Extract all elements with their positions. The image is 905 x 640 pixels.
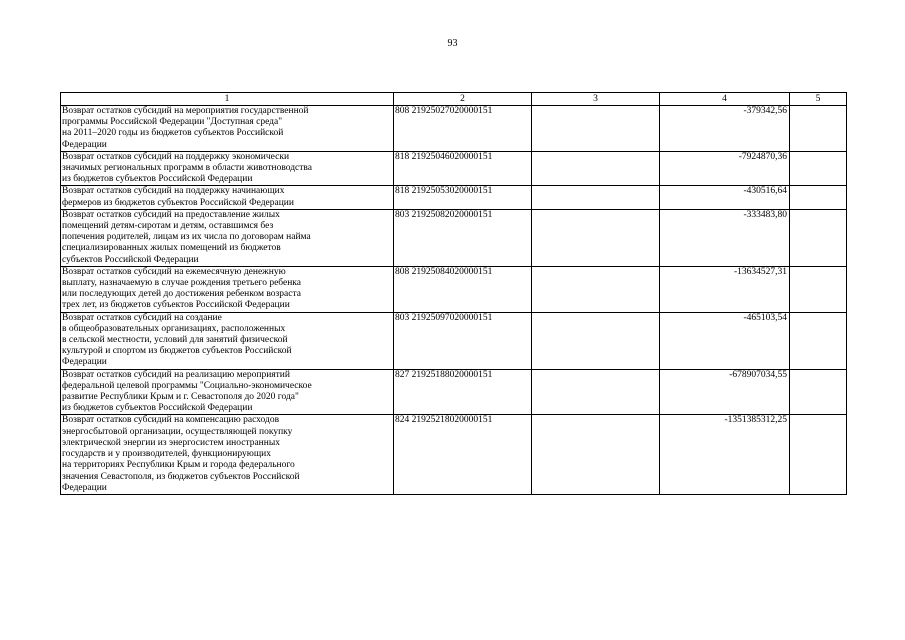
column-5-cell [790, 312, 847, 369]
table-body [61, 106, 847, 495]
item-name-cell: Возврат остатков субсидий на поддержку экономически значимых региональных программ в области животноводства из бюджетов субъектов Российской Федерации [61, 151, 394, 186]
column-3-cell [532, 151, 660, 186]
amount-cell: -430516,64 [660, 186, 790, 209]
table-header-row [61, 93, 847, 106]
column-3-cell [532, 209, 660, 266]
column-5-cell [790, 369, 847, 415]
budget-code-cell: 803 21925097020000151 [394, 312, 532, 369]
page-number: 93 [447, 38, 458, 49]
budget-table [60, 92, 847, 495]
column-3-cell [532, 186, 660, 209]
table-row [61, 369, 847, 415]
budget-code-cell: 818 21925046020000151 [394, 151, 532, 186]
amount-cell: -13634527,31 [660, 266, 790, 312]
table-row [61, 266, 847, 312]
column-header-2: 2 [394, 93, 532, 106]
budget-code-cell: 827 21925188020000151 [394, 369, 532, 415]
budget-code-cell: 808 21925027020000151 [394, 106, 532, 152]
table-row [61, 312, 847, 369]
column-3-cell [532, 415, 660, 494]
column-3-cell [532, 106, 660, 152]
column-header-5: 5 [790, 93, 847, 106]
column-header-1: 1 [61, 93, 394, 106]
amount-cell: -333483,80 [660, 209, 790, 266]
item-name-cell: Возврат остатков субсидий на создание в общеобразовательных организациях, расположенных в сельской местности, условий для занятий физической культурой и спортом из бюджетов субъектов Российской Федерации [61, 312, 394, 369]
column-header-4: 4 [660, 93, 790, 106]
item-name-cell: Возврат остатков субсидий на предоставление жилых помещений детям-сиротам и детям, оставшимся без попечения родителей, лицам из их числа по договорам найма специализированных жилых помещений из бюджетов субъектов Российской Федерации [61, 209, 394, 266]
column-3-cell [532, 369, 660, 415]
amount-cell: -678907034,55 [660, 369, 790, 415]
table-row [61, 106, 847, 152]
column-5-cell [790, 266, 847, 312]
item-name-cell: Возврат остатков субсидий на компенсацию расходов энергосбытовой организации, осуществляющей покупку электрической энергии из энергосистем иностранных государств и у производителей, функционирующих на территориях Республики Крым и города федерального значения Севастополя, из бюджетов субъектов Российской Федерации [61, 415, 394, 494]
item-name-cell: Возврат остатков субсидий на ежемесячную денежную выплату, назначаемую в случае рождения третьего ребенка или последующих детей до достижения ребенком возраста трех лет, из бюджетов субъектов Российской Федерации [61, 266, 394, 312]
budget-code-cell: 824 21925218020000151 [394, 415, 532, 494]
amount-cell: -7924870,36 [660, 151, 790, 186]
column-5-cell [790, 186, 847, 209]
amount-cell: -465103,54 [660, 312, 790, 369]
table-row [61, 186, 847, 209]
item-name-cell: Возврат остатков субсидий на реализацию мероприятий федеральной целевой программы "Социально-экономическое развитие Республики Крым и г. Севастополя до 2020 года" из бюджетов субъектов Российской Федерации [61, 369, 394, 415]
column-3-cell [532, 266, 660, 312]
budget-code-cell: 818 21925053020000151 [394, 186, 532, 209]
amount-cell: -1351385312,25 [660, 415, 790, 494]
table-row [61, 151, 847, 186]
budget-code-cell: 808 21925084020000151 [394, 266, 532, 312]
column-5-cell [790, 151, 847, 186]
column-5-cell [790, 415, 847, 494]
table-row [61, 209, 847, 266]
budget-code-cell: 803 21925082020000151 [394, 209, 532, 266]
amount-cell: -379342,56 [660, 106, 790, 152]
column-header-3: 3 [532, 93, 660, 106]
column-5-cell [790, 106, 847, 152]
column-3-cell [532, 312, 660, 369]
item-name-cell: Возврат остатков субсидий на мероприятия государственной программы Российской Федерации "Доступная среда" на 2011–2020 годы из бюджетов субъектов Российской Федерации [61, 106, 394, 152]
table-row [61, 415, 847, 494]
column-5-cell [790, 209, 847, 266]
item-name-cell: Возврат остатков субсидий на поддержку начинающих фермеров из бюджетов субъектов Российской Федерации [61, 186, 394, 209]
